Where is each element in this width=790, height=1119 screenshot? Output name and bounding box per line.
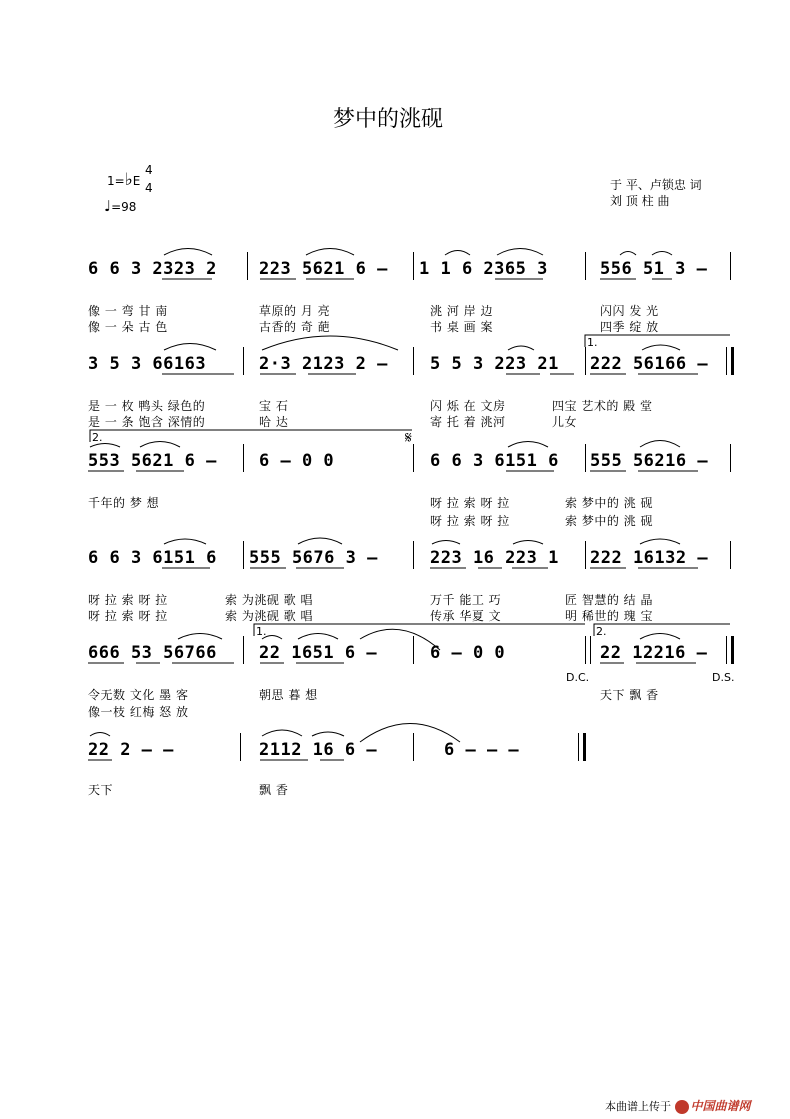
volta-second-label: 2. bbox=[596, 625, 607, 638]
key-prefix: 1= bbox=[107, 174, 125, 188]
lyric-line: 索 梦中的 洮 砚 bbox=[565, 514, 653, 528]
slur bbox=[298, 634, 338, 640]
measure-notes: 666 53 56766 bbox=[88, 643, 217, 663]
slur bbox=[640, 539, 680, 544]
measure-notes: 22 2 – – bbox=[88, 740, 174, 760]
dc-marking: D.C. bbox=[566, 671, 590, 684]
lyric-line: 是 一 条 饱含 深情的 bbox=[88, 415, 206, 429]
key-note: E bbox=[132, 174, 141, 188]
lyric-line: 寄 托 着 洮河 bbox=[430, 415, 506, 429]
measure-notes: 222 16132 – bbox=[590, 548, 709, 568]
measure-notes: 556 51 3 – bbox=[600, 259, 708, 279]
lyric-line: 哈 达 bbox=[259, 415, 289, 429]
measure-notes: 2112 16 6 – bbox=[259, 740, 378, 760]
site-logo-icon bbox=[675, 1100, 689, 1114]
measure-notes: 1 1 6 2365 3 bbox=[419, 259, 548, 279]
segno-icon: 𝄋 bbox=[405, 428, 412, 447]
lyric-line: 朝思 暮 想 bbox=[259, 688, 318, 702]
lyric-line: 传承 华夏 文 bbox=[430, 609, 502, 623]
lyric-line: 书 桌 画 案 bbox=[430, 320, 493, 334]
lyric-line: 闪闪 发 光 bbox=[600, 304, 659, 318]
footer-upload-note bbox=[605, 1097, 751, 1114]
time-signature-top: 4 bbox=[145, 163, 153, 177]
lyric-line: 飘 香 bbox=[259, 783, 289, 797]
measure-notes: 5 5 3 223 21 bbox=[430, 354, 559, 374]
slur bbox=[432, 541, 460, 545]
slur bbox=[298, 538, 342, 544]
lyric-line: 四季 绽 放 bbox=[600, 320, 659, 334]
measure-notes: 2·3 2123 2 – bbox=[259, 354, 388, 374]
flat-icon: ♭ bbox=[124, 170, 133, 190]
slur bbox=[497, 249, 543, 256]
lyric-line: 呀 拉 索 呀 拉 bbox=[88, 609, 168, 623]
slur bbox=[262, 730, 302, 736]
slur bbox=[262, 336, 398, 350]
measure-notes: 555 56216 – bbox=[590, 451, 709, 471]
lyric-line: 古香的 奇 葩 bbox=[259, 320, 331, 334]
slur bbox=[508, 346, 534, 350]
slur bbox=[90, 444, 120, 448]
lyric-line: 匠 智慧的 结 晶 bbox=[565, 593, 653, 607]
measure-notes: 6 6 3 2323 2 bbox=[88, 259, 217, 279]
measure-notes: 6 – 0 0 bbox=[430, 643, 506, 663]
slur bbox=[642, 345, 680, 350]
lyric-line: 像 一 朵 古 色 bbox=[88, 320, 168, 334]
lyricist-credit: 于 平、卢锁忠 词 bbox=[610, 178, 702, 192]
lyric-line: 是 一 枚 鸭头 绿色的 bbox=[88, 399, 206, 413]
measure-notes: 555 5676 3 – bbox=[249, 548, 378, 568]
measure-notes: 3 5 3 66163 bbox=[88, 354, 207, 374]
slur bbox=[312, 732, 344, 736]
slur bbox=[164, 539, 206, 544]
lyric-line: 呀 拉 索 呀 拉 bbox=[430, 496, 510, 510]
composer-credit: 刘 顶 柱 曲 bbox=[610, 194, 670, 208]
measure-notes: 553 5621 6 – bbox=[88, 451, 217, 471]
lyric-line: 洮 河 岸 边 bbox=[430, 304, 493, 318]
slur bbox=[90, 733, 110, 737]
ds-marking: D.S. bbox=[712, 671, 735, 684]
slur bbox=[262, 636, 282, 640]
volta-first-label: 1. bbox=[587, 336, 598, 349]
slur bbox=[620, 252, 636, 256]
slur bbox=[508, 442, 548, 448]
lyric-line: 草原的 月 亮 bbox=[259, 304, 331, 318]
measure-notes: 22 1651 6 – bbox=[259, 643, 378, 663]
slur bbox=[164, 344, 216, 351]
lyric-line: 呀 拉 索 呀 拉 bbox=[88, 593, 168, 607]
footer-text: 本曲谱上传于 bbox=[605, 1100, 671, 1113]
site-logo-text[interactable]: 中国曲谱网 bbox=[690, 1099, 751, 1113]
volta-bracket bbox=[594, 624, 730, 636]
slur bbox=[513, 541, 543, 545]
lyric-line: 四宝 艺术的 殿 堂 bbox=[552, 399, 653, 413]
lyric-line: 索 梦中的 洮 砚 bbox=[565, 496, 653, 510]
lyric-line: 像 一 弯 甘 南 bbox=[88, 304, 168, 318]
slur bbox=[164, 249, 212, 256]
quarter-note-icon: ♩ bbox=[104, 197, 112, 215]
measure-notes: 223 16 223 1 bbox=[430, 548, 559, 568]
lyric-line: 儿女 bbox=[552, 415, 578, 429]
measure-notes: 6 – – – bbox=[444, 740, 520, 760]
page-title: 梦中的洮砚 bbox=[333, 107, 444, 132]
measure-notes: 22 12216 – bbox=[600, 643, 708, 663]
tempo-value: =98 bbox=[111, 200, 137, 214]
lyric-line: 明 稀世的 瑰 宝 bbox=[565, 609, 653, 623]
volta-first-label: 1. bbox=[256, 625, 267, 638]
lyric-line: 令无数 文化 墨 客 bbox=[88, 688, 189, 702]
volta-second-label: 2. bbox=[92, 431, 103, 444]
measure-notes: 6 6 3 6151 6 bbox=[430, 451, 559, 471]
volta-bracket bbox=[90, 430, 412, 442]
slur bbox=[360, 724, 460, 743]
lyric-line: 闪 烁 在 文房 bbox=[430, 399, 506, 413]
lyric-line: 像一枝 红梅 怒 放 bbox=[88, 705, 189, 719]
measure-notes: 6 – 0 0 bbox=[259, 451, 335, 471]
slur bbox=[445, 251, 470, 256]
time-signature-bottom: 4 bbox=[145, 181, 153, 195]
volta-bracket bbox=[254, 624, 585, 636]
lyric-line: 千年的 梦 想 bbox=[88, 496, 160, 510]
lyric-line: 索 为洮砚 歌 唱 bbox=[225, 593, 313, 607]
slur bbox=[140, 442, 180, 448]
slur bbox=[360, 629, 440, 650]
measure-notes: 223 5621 6 – bbox=[259, 259, 388, 279]
lyric-line: 天下 飘 香 bbox=[600, 688, 659, 702]
lyric-line: 天下 bbox=[88, 783, 114, 797]
lyric-line: 索 为洮砚 歌 唱 bbox=[225, 609, 313, 623]
measure-notes: 6 6 3 6151 6 bbox=[88, 548, 217, 568]
slur bbox=[640, 441, 680, 448]
slur bbox=[306, 249, 354, 256]
slur bbox=[640, 634, 680, 640]
slur bbox=[652, 252, 672, 256]
lyric-line: 宝 石 bbox=[259, 399, 289, 413]
slur bbox=[178, 634, 222, 640]
measure-notes: 222 56166 – bbox=[590, 354, 709, 374]
lyric-line: 万千 能工 巧 bbox=[430, 593, 502, 607]
lyric-line: 呀 拉 索 呀 拉 bbox=[430, 514, 510, 528]
